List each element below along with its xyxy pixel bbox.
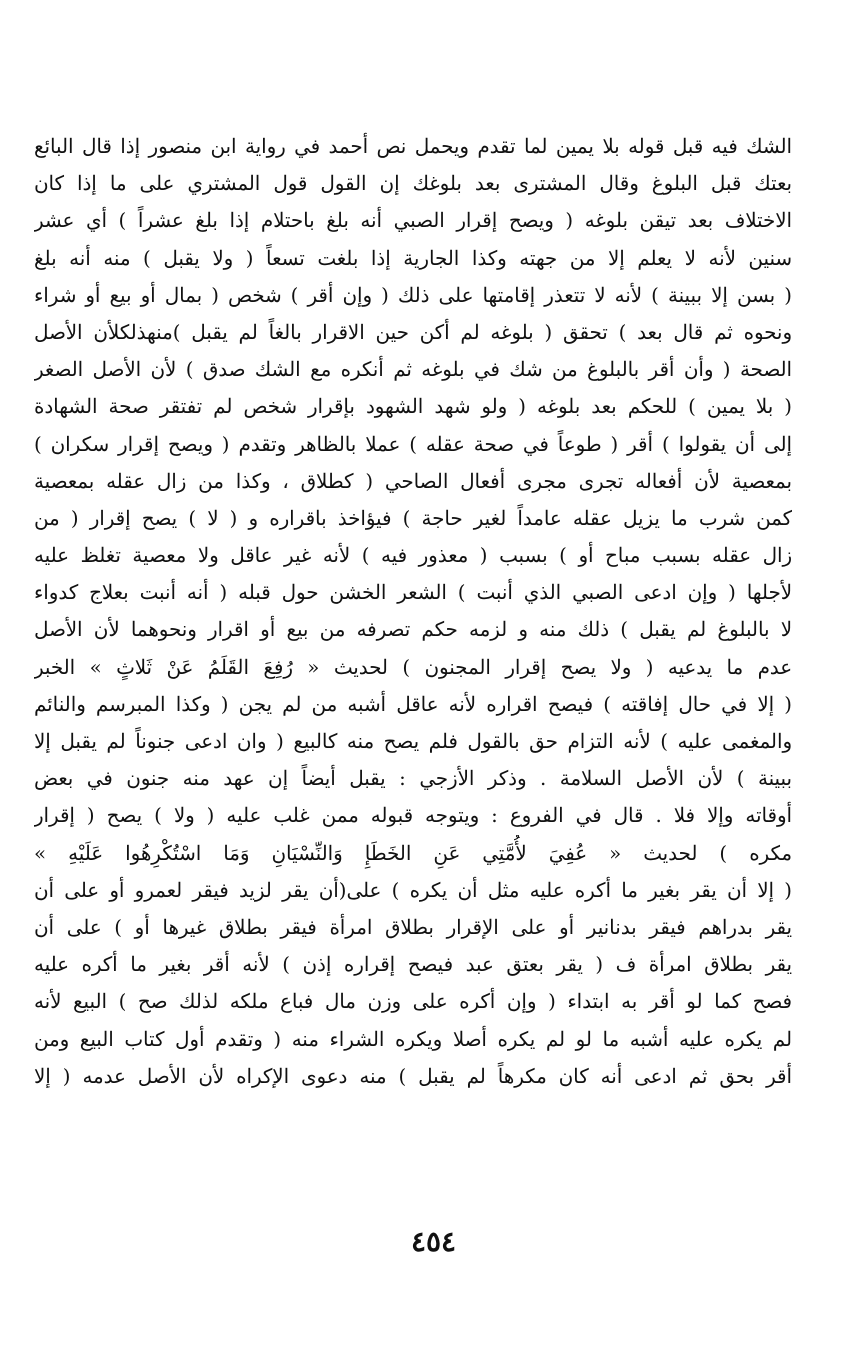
- text-line: الاختلاف بعد تيقن بلوغه ( ويصح إقرار الصبي أنه بلغ باحتلام إذا بلغ عشراً ) أي عشر: [34, 209, 792, 233]
- text-line: مكره ) لحديث « عُفِيَ لأُمَّتِي عَنِ الخَطَإِ وَالنِّسْيَانِ وَمَا اسْتُكْرِهُوا عَلَيْهِ »: [34, 841, 792, 865]
- text-line: بعتك قبل البلوغ وقال المشترى بعد بلوغك إن القول قول المشتري على ما إذا كان: [34, 172, 792, 196]
- text-line: الشك فيه قبل قوله بلا يمين لما تقدم ويحمل نص أحمد في رواية ابن منصور إذا قال البائع: [34, 135, 792, 158]
- text-line: عدم ما يدعيه ( ولا يصح إقرار المجنون ) لحديث « رُفِعَ القَلَمُ عَنْ ثَلاثٍ » الخبر: [34, 655, 792, 679]
- text-line: ( بلا يمين ) للحكم بعد بلوغه ( ولو شهد الشهود بإقرار شخص لم تفتقر صحة الشهادة: [34, 395, 792, 419]
- text-line: ( بسن إلا ببينة ) لأنه لا تتعذر إقامتها على ذلك ( وإن أقر ) شخص ( بمال أو بيع أو شراء: [34, 283, 792, 307]
- text-line: ببينة ) لأن الأصل السلامة . وذكر الأزجي : يقبل أيضاً إن عهد منه جنون في بعض: [34, 767, 792, 791]
- text-line: لا بالبلوغ لم يقبل ) ذلك منه و لزمه حكم تصرفه من بيع أو اقرار ونحوهما لأن الأصل: [34, 618, 792, 642]
- text-line: بمعصية لأن أفعاله تجرى مجرى أفعال الصاحي ( كطلاق ، وكذا من زال عقله بمعصية: [34, 469, 792, 493]
- text-line: ( إلا في حال إفاقته ) فيصح اقراره لأنه عاقل أشبه من لم يجن ( وكذا المبرسم والنائم: [34, 692, 792, 716]
- text-line: كمن شرب ما يزيل عقله عامداً لغير حاجة ) فيؤاخذ باقراره و ( لا ) يصح إقرار ( من: [34, 506, 792, 530]
- text-line: يقر بدراهم فيقر بدنانير أو على الإقرار بطلاق امرأة فيقر بطلاق غيرها أو ) على أن: [34, 915, 792, 939]
- page-number: ٤٥٤: [410, 1225, 457, 1258]
- text-line: يقر بطلاق امرأة ف ( يقر بعتق عبد فيصح إقراره إذن ) لأنه أقر بغير ما أكره عليه: [34, 953, 792, 977]
- text-line: والمغمى عليه ) لأنه التزام حق بالقول فلم يصح منه كالبيع ( وان ادعى جنوناً لم يقبل إلا: [34, 730, 792, 753]
- text-line: سنين لأنه لا يعلم إلا من جهته وكذا الجارية إذا بلغت تسعاً ( ولا يقبل ) منه أنه بلغ: [34, 246, 792, 270]
- text-line: أوقاته وإلا فلا . قال في الفروع : ويتوجه قبوله ممن غلب عليه ( ولا ) يصح ( إقرار: [34, 804, 792, 828]
- text-line: ونحوه ثم قال بعد ) تحقق ( بلوغه لم أكن حين الاقرار بالغاً لم يقبل )منهذلكلأن الأصل: [34, 320, 792, 344]
- text-line: ( إلا أن يقر بغير ما أكره عليه مثل أن يكره ) على(أن يقر لزيد فيقر لعمرو أو على أن: [34, 878, 792, 902]
- text-line: إلى أن يقولوا ) أقر ( طوعاً في صحة عقله ) عملا بالظاهر وتقدم ( ويصح إقرار سكران ): [34, 432, 792, 456]
- text-line: زال عقله بسبب مباح أو ) بسبب ( معذور فيه ) لأنه غير عاقل ولا معصية تغلظ عليه: [34, 544, 792, 568]
- body-text: [34, 128, 792, 1095]
- text-line: أقر بحق ثم ادعى أنه كان مكرهاً لم يقبل ) منه دعوى الإكراه لأن الأصل عدمه ( إلا: [34, 1064, 792, 1088]
- text-line: الصحة ( وأن أقر بالبلوغ من شك في بلوغه ثم أنكره مع الشك صدق ) لأن الأصل الصغر: [34, 358, 792, 382]
- text-line: فصح كما لو أقر به ابتداء ( وإن أكره على وزن مال فباع ملكه لذلك صح ) البيع لأنه: [34, 990, 792, 1014]
- text-line: لأجلها ( وإن ادعى الصبي الذي أنبت ) الشعر الخشن حول قبله ( أنه أنبت بعلاج كدواء: [34, 581, 792, 605]
- text-line: لم يكره عليه أشبه ما لو لم يكره أصلا ويكره الشراء منه ( وتقدم أول كتاب البيع ومن: [34, 1027, 792, 1051]
